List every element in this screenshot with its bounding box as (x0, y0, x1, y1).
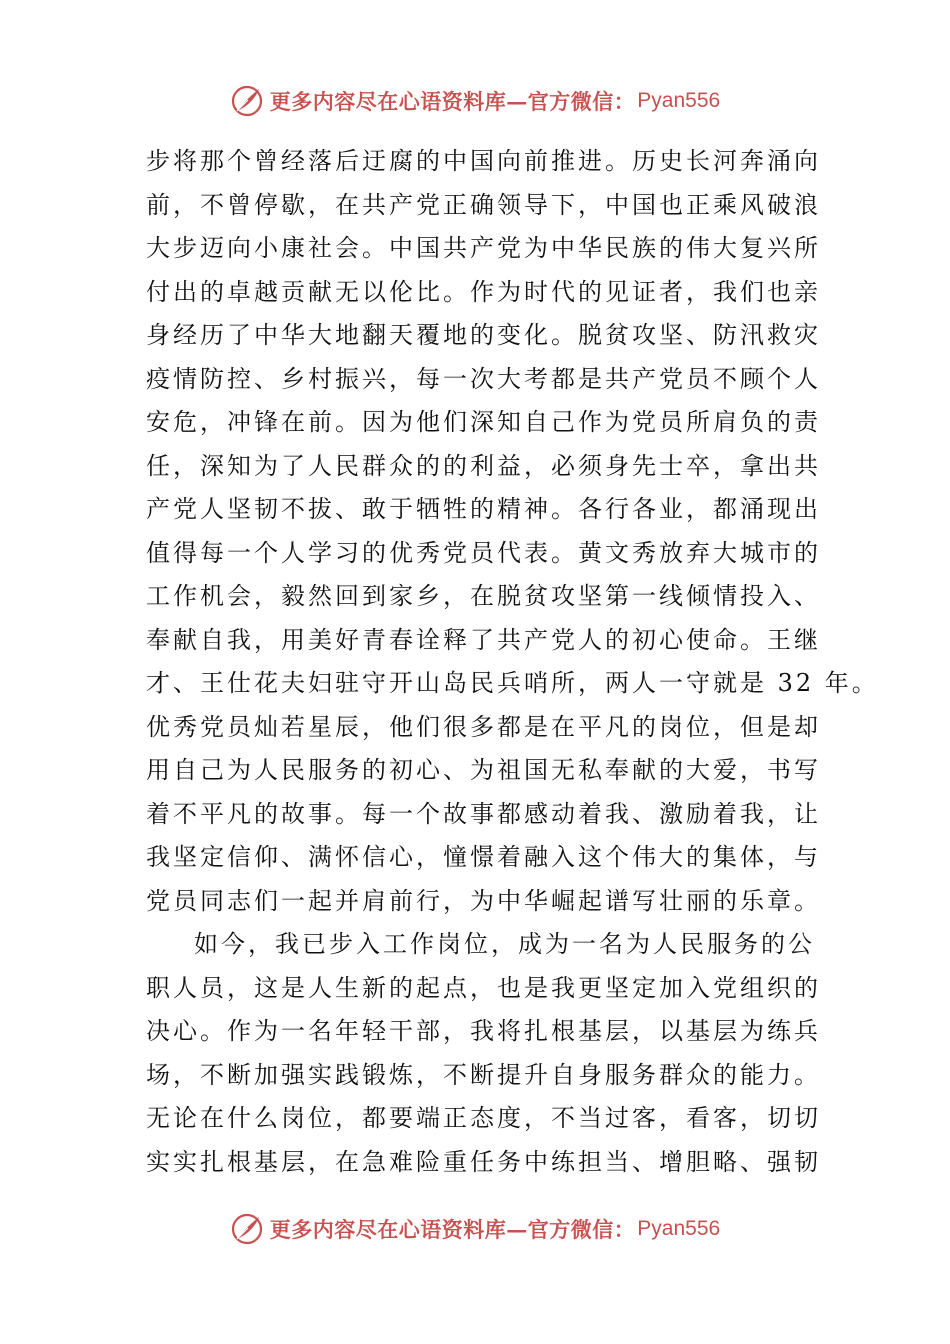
paragraph-start-line: 如今，我已步入工作岗位，成为一名为人民服务的公 (194, 930, 815, 958)
text-line: 疫情防控、乡村振兴，每一次大考都是共产党员不顾个人 (146, 364, 821, 393)
text-line: 步将那个曾经落后迂腐的中国向前推进。历史长河奔涌向 (146, 147, 821, 175)
text-line: 决心。作为一名年轻干部，我将扎根基层，以基层为练兵 (146, 1017, 821, 1045)
text-line: 党员同志们一起并肩前行，为中华崛起谱写壮丽的乐章。 (146, 886, 821, 915)
text-line: 我坚定信仰、满怀信心，憧憬着融入这个伟大的集体，与 (146, 843, 821, 871)
feather-pen-icon (230, 1212, 264, 1246)
banner-account: Pyan556 (637, 1217, 721, 1240)
text-line: 着不平凡的故事。每一个故事都感动着我、激励着我，让 (146, 799, 821, 828)
text-line: 场，不断加强实践锻炼，不断提升自身服务群众的能力。 (146, 1060, 821, 1089)
text-line: 产党人坚韧不拔、敢于牺牲的精神。各行各业，都涌现出 (146, 495, 821, 523)
text-line: 身经历了中华大地翻天覆地的变化。脱贫攻坚、防汛救灾 (146, 321, 821, 349)
text-line: 任，深知为了人民群众的的利益，必须身先士卒，拿出共 (146, 451, 821, 480)
text-line: 工作机会，毅然回到家乡，在脱贫攻坚第一线倾情投入、 (146, 582, 821, 610)
text-line: 职人员，这是人生新的起点，也是我更坚定加入党组织的 (146, 973, 821, 1002)
text-line: 值得每一个人学习的优秀党员代表。黄文秀放弃大城市的 (146, 538, 821, 567)
text-line: 优秀党员灿若星辰，他们很多都是在平凡的岗位，但是却 (146, 712, 821, 741)
footer-watermark-banner (0, 1204, 950, 1254)
text-line: 安危，冲锋在前。因为他们深知自己作为党员所肩负的责 (146, 408, 821, 436)
feather-pen-icon (230, 84, 264, 118)
text-line: 实实扎根基层，在急难险重任务中练担当、增胆略、强韧 (146, 1147, 821, 1176)
header-watermark-banner (0, 76, 950, 126)
text-line: 大步迈向小康社会。中国共产党为中华民族的伟大复兴所 (146, 234, 821, 262)
banner-text: 更多内容尽在心语资料库—官方微信： (269, 1217, 636, 1242)
text-line: 用自己为人民服务的初心、为祖国无私奉献的大爱，书写 (146, 756, 821, 784)
text-line: 前，不曾停歇，在共产党正确领导下，中国也正乘风破浪 (146, 190, 821, 219)
banner-text: 更多内容尽在心语资料库—官方微信： (269, 89, 636, 114)
text-line: 才、王仕花夫妇驻守开山岛民兵哨所，两人一守就是 32 年。 (146, 669, 879, 697)
text-line: 付出的卓越贡献无以伦比。作为时代的见证者，我们也亲 (146, 277, 821, 306)
banner-account: Pyan556 (637, 89, 721, 112)
text-line: 奉献自我，用美好青春诠释了共产党人的初心使命。王继 (146, 625, 821, 654)
document-body (146, 140, 879, 1184)
text-line: 无论在什么岗位，都要端正态度，不当过客，看客，切切 (146, 1104, 821, 1132)
